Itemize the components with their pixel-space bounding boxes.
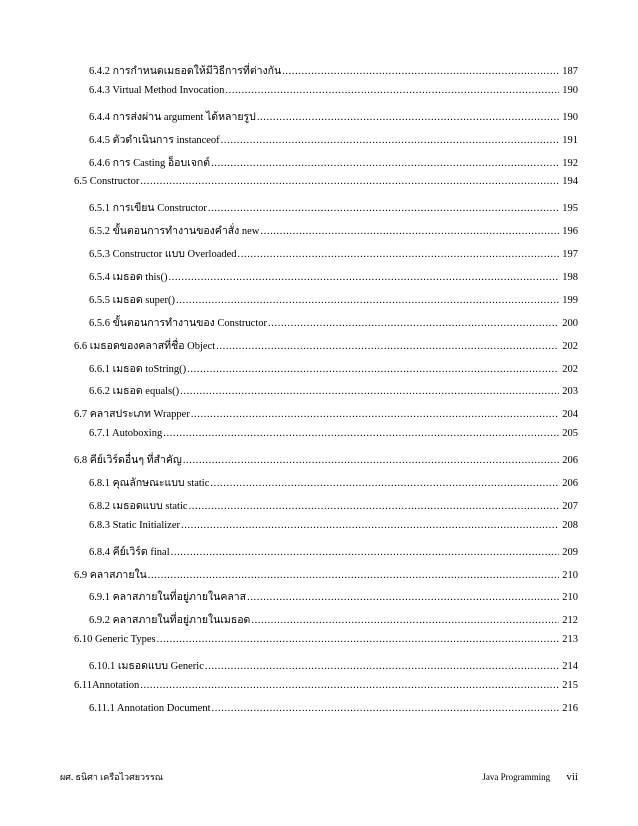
- toc-entry-page: 210: [562, 592, 578, 604]
- toc-dot-leader: [168, 272, 559, 283]
- toc-entry-title: 6.10.1 เมธอดแบบ Generic: [89, 661, 204, 673]
- toc-entry-title: 6.6.2 เมธอด equals(): [89, 386, 180, 398]
- toc-entry-title: 6.9.2 คลาสภายในที่อยู่ภายในเมธอด: [89, 615, 251, 627]
- toc-entry: [0, 611, 638, 634]
- toc-entry-page: 208: [562, 519, 578, 531]
- toc-entry-page: 199: [562, 294, 578, 306]
- toc-entry: [0, 543, 638, 566]
- toc-entry: [0, 85, 638, 108]
- toc-entry-page: 209: [562, 546, 578, 558]
- toc-entry-title: 6.5.1 การเขียน Constructor: [89, 203, 207, 215]
- toc-entry-page: 207: [562, 500, 578, 512]
- toc-entry-page: 206: [562, 455, 578, 467]
- toc-entry: [0, 62, 638, 85]
- toc-dot-leader: [210, 478, 559, 489]
- toc-dot-leader: [282, 66, 559, 77]
- toc-dot-leader: [157, 634, 559, 645]
- toc-entry-title: 6.5 Constructor: [74, 176, 140, 188]
- toc-entry: [0, 222, 638, 245]
- toc-dot-leader: [171, 547, 559, 558]
- toc-entry-title: 6.7 คลาสประเภท Wrapper: [74, 409, 190, 421]
- toc-entry-title: 6.5.6 ขั้นตอนการทำงานของ Constructor: [89, 317, 268, 329]
- toc-entry: [0, 268, 638, 291]
- toc-entry-page: 190: [562, 84, 578, 96]
- toc-entry-page: 187: [562, 66, 578, 77]
- toc-entry-title: 6.4.5 ตัวดำเนินการ instanceof: [89, 134, 220, 146]
- toc-entry-title: 6.5.3 Constructor แบบ Overloaded: [89, 249, 237, 261]
- toc-entry-title: 6.10 Generic Types: [74, 634, 156, 646]
- toc-entry: [0, 337, 638, 360]
- toc-entry-title: 6.4.6 การ Casting อ็อบเจกต์: [89, 157, 211, 169]
- toc-entry: [0, 497, 638, 520]
- page-footer: [60, 770, 578, 784]
- table-of-contents: [0, 62, 638, 726]
- toc-entry: [0, 566, 638, 589]
- toc-entry: [0, 703, 638, 726]
- toc-entry-page: 200: [562, 317, 578, 329]
- toc-entry: [0, 588, 638, 611]
- toc-dot-leader: [180, 386, 559, 397]
- footer-author: ผศ. ธนิศา เครือไวศยวรรณ: [60, 772, 164, 782]
- toc-entry-page: 195: [562, 203, 578, 215]
- toc-dot-leader: [140, 680, 559, 691]
- toc-dot-leader: [163, 428, 559, 439]
- toc-entry: [0, 291, 638, 314]
- toc-dot-leader: [187, 364, 559, 375]
- toc-entry: [0, 154, 638, 177]
- footer-book-title: Java Programming: [482, 772, 551, 782]
- toc-dot-leader: [189, 501, 559, 512]
- toc-dot-leader: [247, 592, 559, 603]
- toc-entry-title: 6.8.4 คีย์เวิร์ด final: [89, 546, 170, 558]
- toc-dot-leader: [183, 455, 559, 466]
- toc-entry-title: 6.6.1 เมธอด toString(): [89, 363, 187, 375]
- toc-dot-leader: [211, 158, 559, 169]
- toc-entry-title: 6.5.5 เมธอด super(): [89, 294, 176, 306]
- toc-entry-title: 6.11Annotation: [74, 680, 140, 692]
- toc-entry-title: 6.4.3 Virtual Method Invocation: [89, 84, 225, 96]
- toc-entry-page: 203: [562, 386, 578, 398]
- toc-entry-page: 192: [562, 157, 578, 169]
- toc-entry-title: 6.8.1 คุณลักษณะแบบ static: [89, 478, 210, 490]
- toc-entry-page: 202: [562, 340, 578, 352]
- toc-entry-page: 190: [562, 111, 578, 123]
- toc-dot-leader: [268, 318, 559, 329]
- toc-entry: [0, 199, 638, 222]
- toc-entry-page: 214: [562, 661, 578, 673]
- toc-entry-page: 191: [562, 134, 578, 146]
- toc-entry-page: 213: [562, 634, 578, 646]
- toc-entry: [0, 314, 638, 337]
- toc-entry: [0, 474, 638, 497]
- toc-dot-leader: [140, 176, 559, 187]
- toc-entry-title: 6.5.2 ขั้นตอนการทำงานของคำสั่ง new: [89, 226, 260, 238]
- toc-entry-page: 215: [562, 680, 578, 692]
- toc-entry: [0, 451, 638, 474]
- toc-dot-leader: [225, 85, 559, 96]
- toc-entry-title: 6.8.2 เมธอดแบบ static: [89, 500, 188, 512]
- toc-dot-leader: [176, 295, 559, 306]
- toc-entry: [0, 131, 638, 154]
- toc-entry: [0, 657, 638, 680]
- toc-entry-title: 6.9.1 คลาสภายในที่อยู่ภายในคลาส: [89, 592, 247, 604]
- toc-entry-page: 197: [562, 249, 578, 261]
- toc-entry-page: 204: [562, 409, 578, 421]
- toc-entry-page: 210: [562, 569, 578, 581]
- toc-entry-page: 196: [562, 226, 578, 238]
- toc-entry: [0, 520, 638, 543]
- toc-entry-title: 6.8.3 Static Initializer: [89, 519, 180, 531]
- toc-entry-page: 202: [562, 363, 578, 375]
- toc-entry-title: 6.11.1 Annotation Document: [89, 702, 211, 714]
- toc-entry-title: 6.6 เมธอดของคลาสที่ชื่อ Object: [74, 340, 216, 352]
- toc-entry-title: 6.8 คีย์เวิร์ดอื่นๆ ที่สำคัญ: [74, 455, 182, 467]
- toc-entry-title: 6.9 คลาสภายใน: [74, 569, 147, 581]
- toc-entry-page: 194: [562, 176, 578, 188]
- toc-entry: [0, 108, 638, 131]
- toc-dot-leader: [205, 661, 559, 672]
- toc-dot-leader: [260, 226, 559, 237]
- toc-dot-leader: [148, 570, 559, 581]
- toc-dot-leader: [221, 135, 559, 146]
- toc-entry-title: 6.4.4 การส่งผ่าน argument ได้หลายรูป: [89, 111, 256, 123]
- footer-right: [468, 771, 578, 783]
- toc-dot-leader: [181, 520, 559, 531]
- footer-page-number: vii: [566, 771, 578, 783]
- toc-entry-page: 198: [562, 272, 578, 284]
- toc-dot-leader: [251, 615, 559, 626]
- toc-entry: [0, 382, 638, 405]
- toc-entry: [0, 360, 638, 383]
- toc-entry: [0, 428, 638, 451]
- toc-dot-leader: [208, 203, 559, 214]
- toc-entry-title: 6.7.1 Autoboxing: [89, 428, 163, 440]
- toc-dot-leader: [216, 341, 559, 352]
- toc-entry: [0, 245, 638, 268]
- toc-entry: [0, 634, 638, 657]
- toc-entry-page: 206: [562, 478, 578, 490]
- toc-entry: [0, 176, 638, 199]
- toc-entry-page: 212: [562, 615, 578, 627]
- toc-entry-page: 205: [562, 428, 578, 440]
- toc-dot-leader: [238, 249, 559, 260]
- toc-dot-leader: [257, 112, 559, 123]
- toc-entry-page: 216: [562, 702, 578, 714]
- toc-entry-title: 6.4.2 การกำหนดเมธอดให้มีวิธีการที่ต่างกัน: [89, 66, 282, 77]
- toc-entry-title: 6.5.4 เมธอด this(): [89, 272, 168, 284]
- toc-dot-leader: [212, 703, 559, 714]
- toc-entry: [0, 405, 638, 428]
- toc-entry: [0, 680, 638, 703]
- toc-dot-leader: [191, 409, 559, 420]
